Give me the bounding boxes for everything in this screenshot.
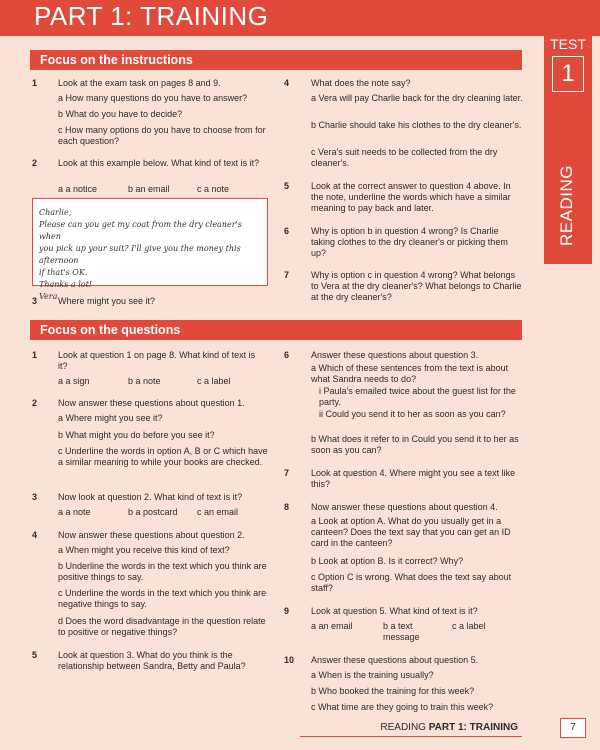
header-bar (0, 0, 600, 36)
test-label: TEST (550, 36, 586, 52)
page-title: PART 1: TRAINING (34, 1, 269, 31)
instructions-heading: Focus on the instructions (30, 50, 522, 70)
side-tab (544, 34, 592, 264)
questions-heading: Focus on the questions (30, 320, 522, 340)
example-note: Charlie, Please can you get my coat from the dry cleaner's when you pick up your suit? I'll give you the money this afternoon if that's OK. Thanks a lot! Vera (32, 198, 268, 286)
footer-label: READING PART 1: TRAINING (380, 722, 518, 733)
page-number: 7 (560, 718, 586, 738)
footer-divider (300, 736, 522, 737)
section-label: READING (557, 165, 576, 246)
test-number: 1 (552, 56, 584, 92)
